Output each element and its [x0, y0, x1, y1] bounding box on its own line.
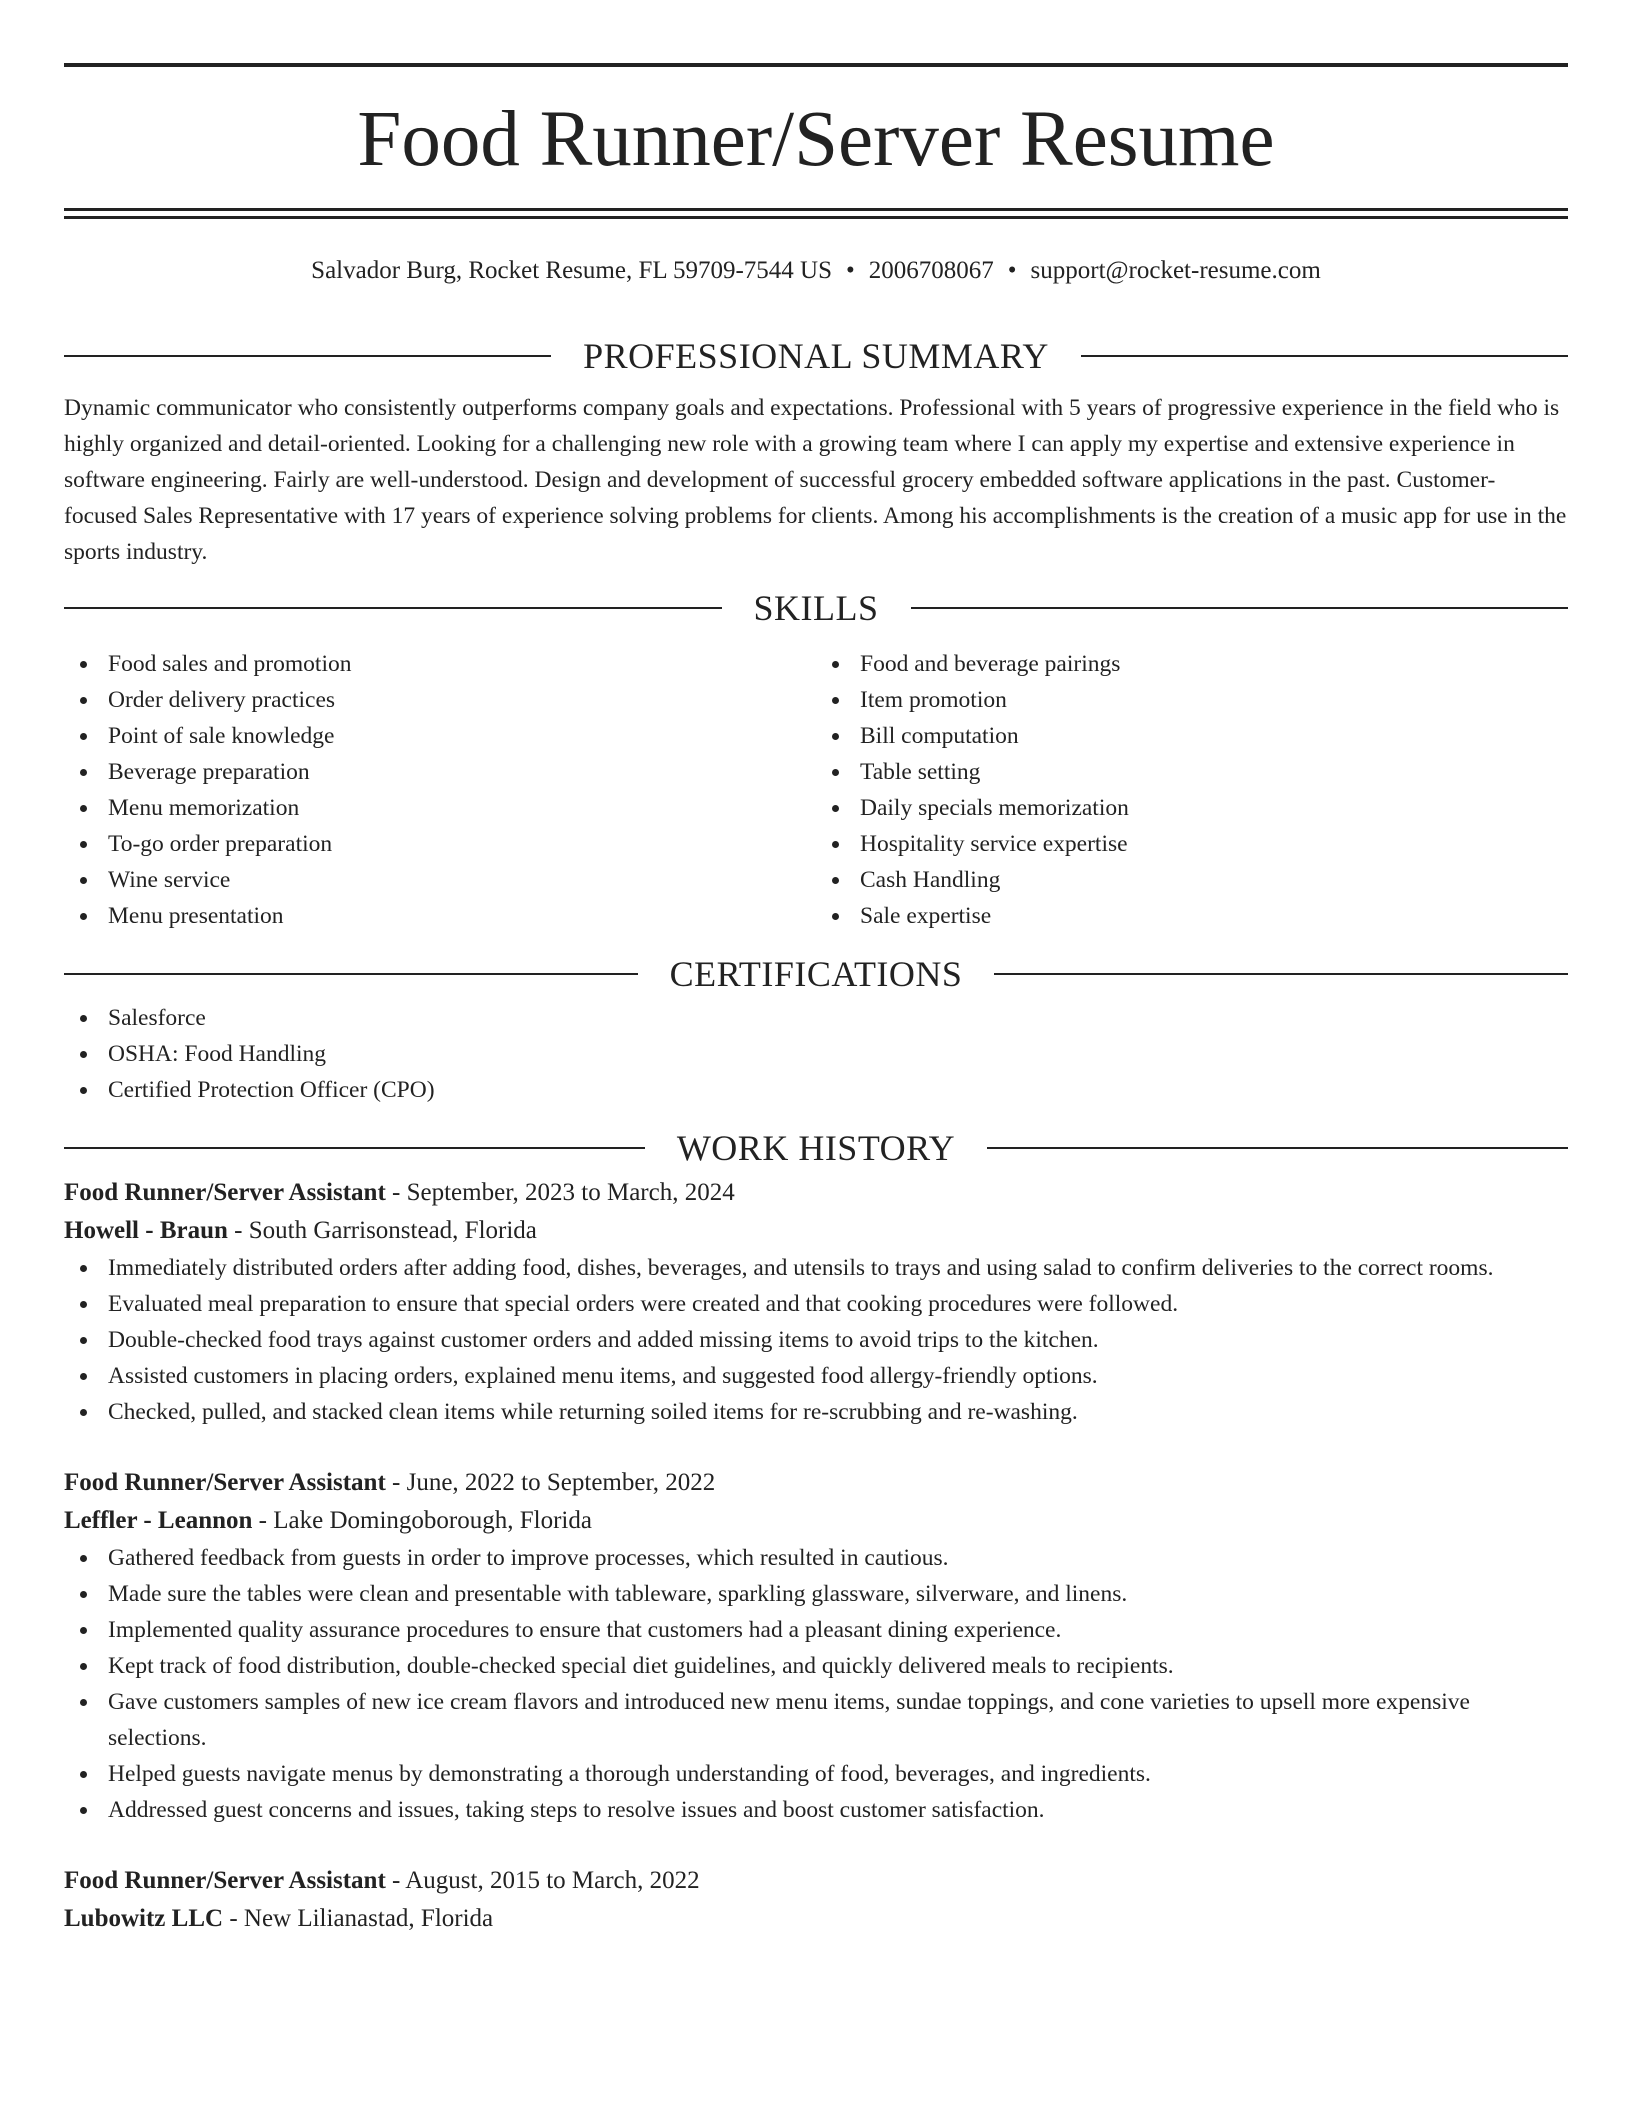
- certifications-list: [64, 1000, 1568, 1108]
- title-rule-lower: [64, 216, 1568, 219]
- heading-rule-right: [1081, 355, 1568, 357]
- job-entry: [64, 1464, 1568, 1828]
- summary-text: Dynamic communicator who consistently outperforms company goals and expectations. Professional with 5 years of progressive experience in the field who is highly organized and detail-oriented. Looking for a challenging new role with a growing team where I can apply my expertise and extensive experience in software engineering. Fairly are well-understood. Design and development of successful grocery embedded software applications in the past. Customer-focused Sales Representative with 17 years of experience solving problems for clients. Among his accomplishments is the creation of a music app for use in the sports industry.: [64, 395, 1567, 565]
- job-duty-item: Checked, pulled, and stacked clean items while returning soiled items for re-scrubbing and re-washing.: [64, 1394, 1568, 1430]
- work-history-heading-label: WORK HISTORY: [676, 1128, 956, 1168]
- heading-rule-left: [64, 973, 638, 975]
- work-history-heading: [64, 1122, 1568, 1174]
- heading-rule-right: [994, 973, 1568, 975]
- job-duty-item: Gave customers samples of new ice cream flavors and introduced new menu items, sundae toppings, and cone varieties to upsell more expensive selections.: [64, 1684, 1568, 1756]
- job-location: - New Lilianastad, Florida: [223, 1905, 494, 1932]
- heading-rule-right: [987, 1147, 1568, 1149]
- job-entry: [64, 1174, 1568, 1430]
- skill-item: Wine service: [64, 862, 816, 898]
- skill-item: Food sales and promotion: [64, 646, 816, 682]
- contact-email: support@rocket-resume.com: [1030, 257, 1321, 284]
- job-company: Lubowitz LLC: [64, 1905, 224, 1932]
- job-title: Food Runner/Server Assistant: [64, 1469, 386, 1496]
- skill-item: Sale expertise: [816, 898, 1568, 934]
- skill-item: Point of sale knowledge: [64, 718, 816, 754]
- job-title: Food Runner/Server Assistant: [64, 1867, 386, 1894]
- skills-heading: [64, 582, 1568, 634]
- contact-line: [64, 253, 1568, 289]
- job-duties-list: [64, 1250, 1568, 1430]
- skills-column-right: [816, 646, 1568, 934]
- title-rule-upper: [64, 208, 1568, 211]
- contact-phone: 2006708067: [868, 257, 994, 284]
- certification-item: OSHA: Food Handling: [64, 1036, 1568, 1072]
- job-duty-item: Implemented quality assurance procedures to ensure that customers had a pleasant dining experience.: [64, 1612, 1568, 1648]
- job-location: - Lake Domingoborough, Florida: [252, 1507, 592, 1534]
- certification-item: Salesforce: [64, 1000, 1568, 1036]
- job-duty-item: Double-checked food trays against customer orders and added missing items to avoid trips to the kitchen.: [64, 1322, 1568, 1358]
- job-duty-item: Helped guests navigate menus by demonstrating a thorough understanding of food, beverages, and ingredients.: [64, 1756, 1568, 1792]
- skill-item: To-go order preparation: [64, 826, 816, 862]
- heading-rule-left: [64, 355, 551, 357]
- skill-item: Menu presentation: [64, 898, 816, 934]
- heading-rule-left: [64, 1147, 645, 1149]
- skills-heading-label: SKILLS: [753, 588, 879, 628]
- job-company-line: [64, 1900, 1568, 1938]
- skills-list: [64, 646, 1568, 934]
- summary-heading-label: PROFESSIONAL SUMMARY: [583, 336, 1049, 376]
- skill-item: Cash Handling: [816, 862, 1568, 898]
- job-duty-item: Evaluated meal preparation to ensure that special orders were created and that cooking procedures were followed.: [64, 1286, 1568, 1322]
- skill-item: Daily specials memorization: [816, 790, 1568, 826]
- certification-item: Certified Protection Officer (CPO): [64, 1072, 1568, 1108]
- job-company: Howell - Braun: [64, 1217, 228, 1244]
- job-duty-item: Immediately distributed orders after adding food, dishes, beverages, and utensils to trays and using salad to confirm deliveries to the correct rooms.: [64, 1250, 1568, 1286]
- contact-separator: •: [845, 257, 855, 284]
- resume-body: [64, 330, 1568, 1972]
- job-dates: - August, 2015 to March, 2022: [385, 1867, 700, 1894]
- heading-rule-left: [64, 607, 722, 609]
- job-location: - South Garrisonstead, Florida: [227, 1217, 537, 1244]
- job-company: Leffler - Leannon: [64, 1507, 253, 1534]
- skill-item: Bill computation: [816, 718, 1568, 754]
- job-title-line: [64, 1862, 1568, 1900]
- top-rule: [64, 63, 1568, 67]
- job-duty-item: Addressed guest concerns and issues, taking steps to resolve issues and boost customer satisfaction.: [64, 1792, 1568, 1828]
- skill-item: Menu memorization: [64, 790, 816, 826]
- job-duties-list: [64, 1540, 1568, 1828]
- job-title-line: [64, 1464, 1568, 1502]
- skill-item: Item promotion: [816, 682, 1568, 718]
- resume-title: Food Runner/Server Resume: [357, 96, 1275, 183]
- skill-item: Food and beverage pairings: [816, 646, 1568, 682]
- job-title-line: [64, 1174, 1568, 1212]
- contact-separator: •: [1007, 257, 1017, 284]
- skill-item: Hospitality service expertise: [816, 826, 1568, 862]
- summary-heading: [64, 330, 1568, 382]
- job-duty-item: Kept track of food distribution, double-checked special diet guidelines, and quickly delivered meals to recipients.: [64, 1648, 1568, 1684]
- skill-item: Beverage preparation: [64, 754, 816, 790]
- skills-column-left: [64, 646, 816, 934]
- skill-item: Order delivery practices: [64, 682, 816, 718]
- job-dates: - June, 2022 to September, 2022: [385, 1469, 716, 1496]
- job-title: Food Runner/Server Assistant: [64, 1179, 386, 1206]
- job-duty-item: Assisted customers in placing orders, explained menu items, and suggested food allergy-friendly options.: [64, 1358, 1568, 1394]
- certifications-heading-label: CERTIFICATIONS: [669, 954, 963, 994]
- job-duty-item: Gathered feedback from guests in order to improve processes, which resulted in cautious.: [64, 1540, 1568, 1576]
- skill-item: Table setting: [816, 754, 1568, 790]
- job-entry: [64, 1862, 1568, 1938]
- certifications-heading: [64, 948, 1568, 1000]
- heading-rule-right: [911, 607, 1569, 609]
- job-company-line: [64, 1502, 1568, 1540]
- job-duty-item: Made sure the tables were clean and presentable with tableware, sparkling glassware, silverware, and linens.: [64, 1576, 1568, 1612]
- job-dates: - September, 2023 to March, 2024: [385, 1179, 735, 1206]
- job-company-line: [64, 1212, 1568, 1250]
- contact-address: Salvador Burg, Rocket Resume, FL 59709-7544 US: [311, 257, 832, 284]
